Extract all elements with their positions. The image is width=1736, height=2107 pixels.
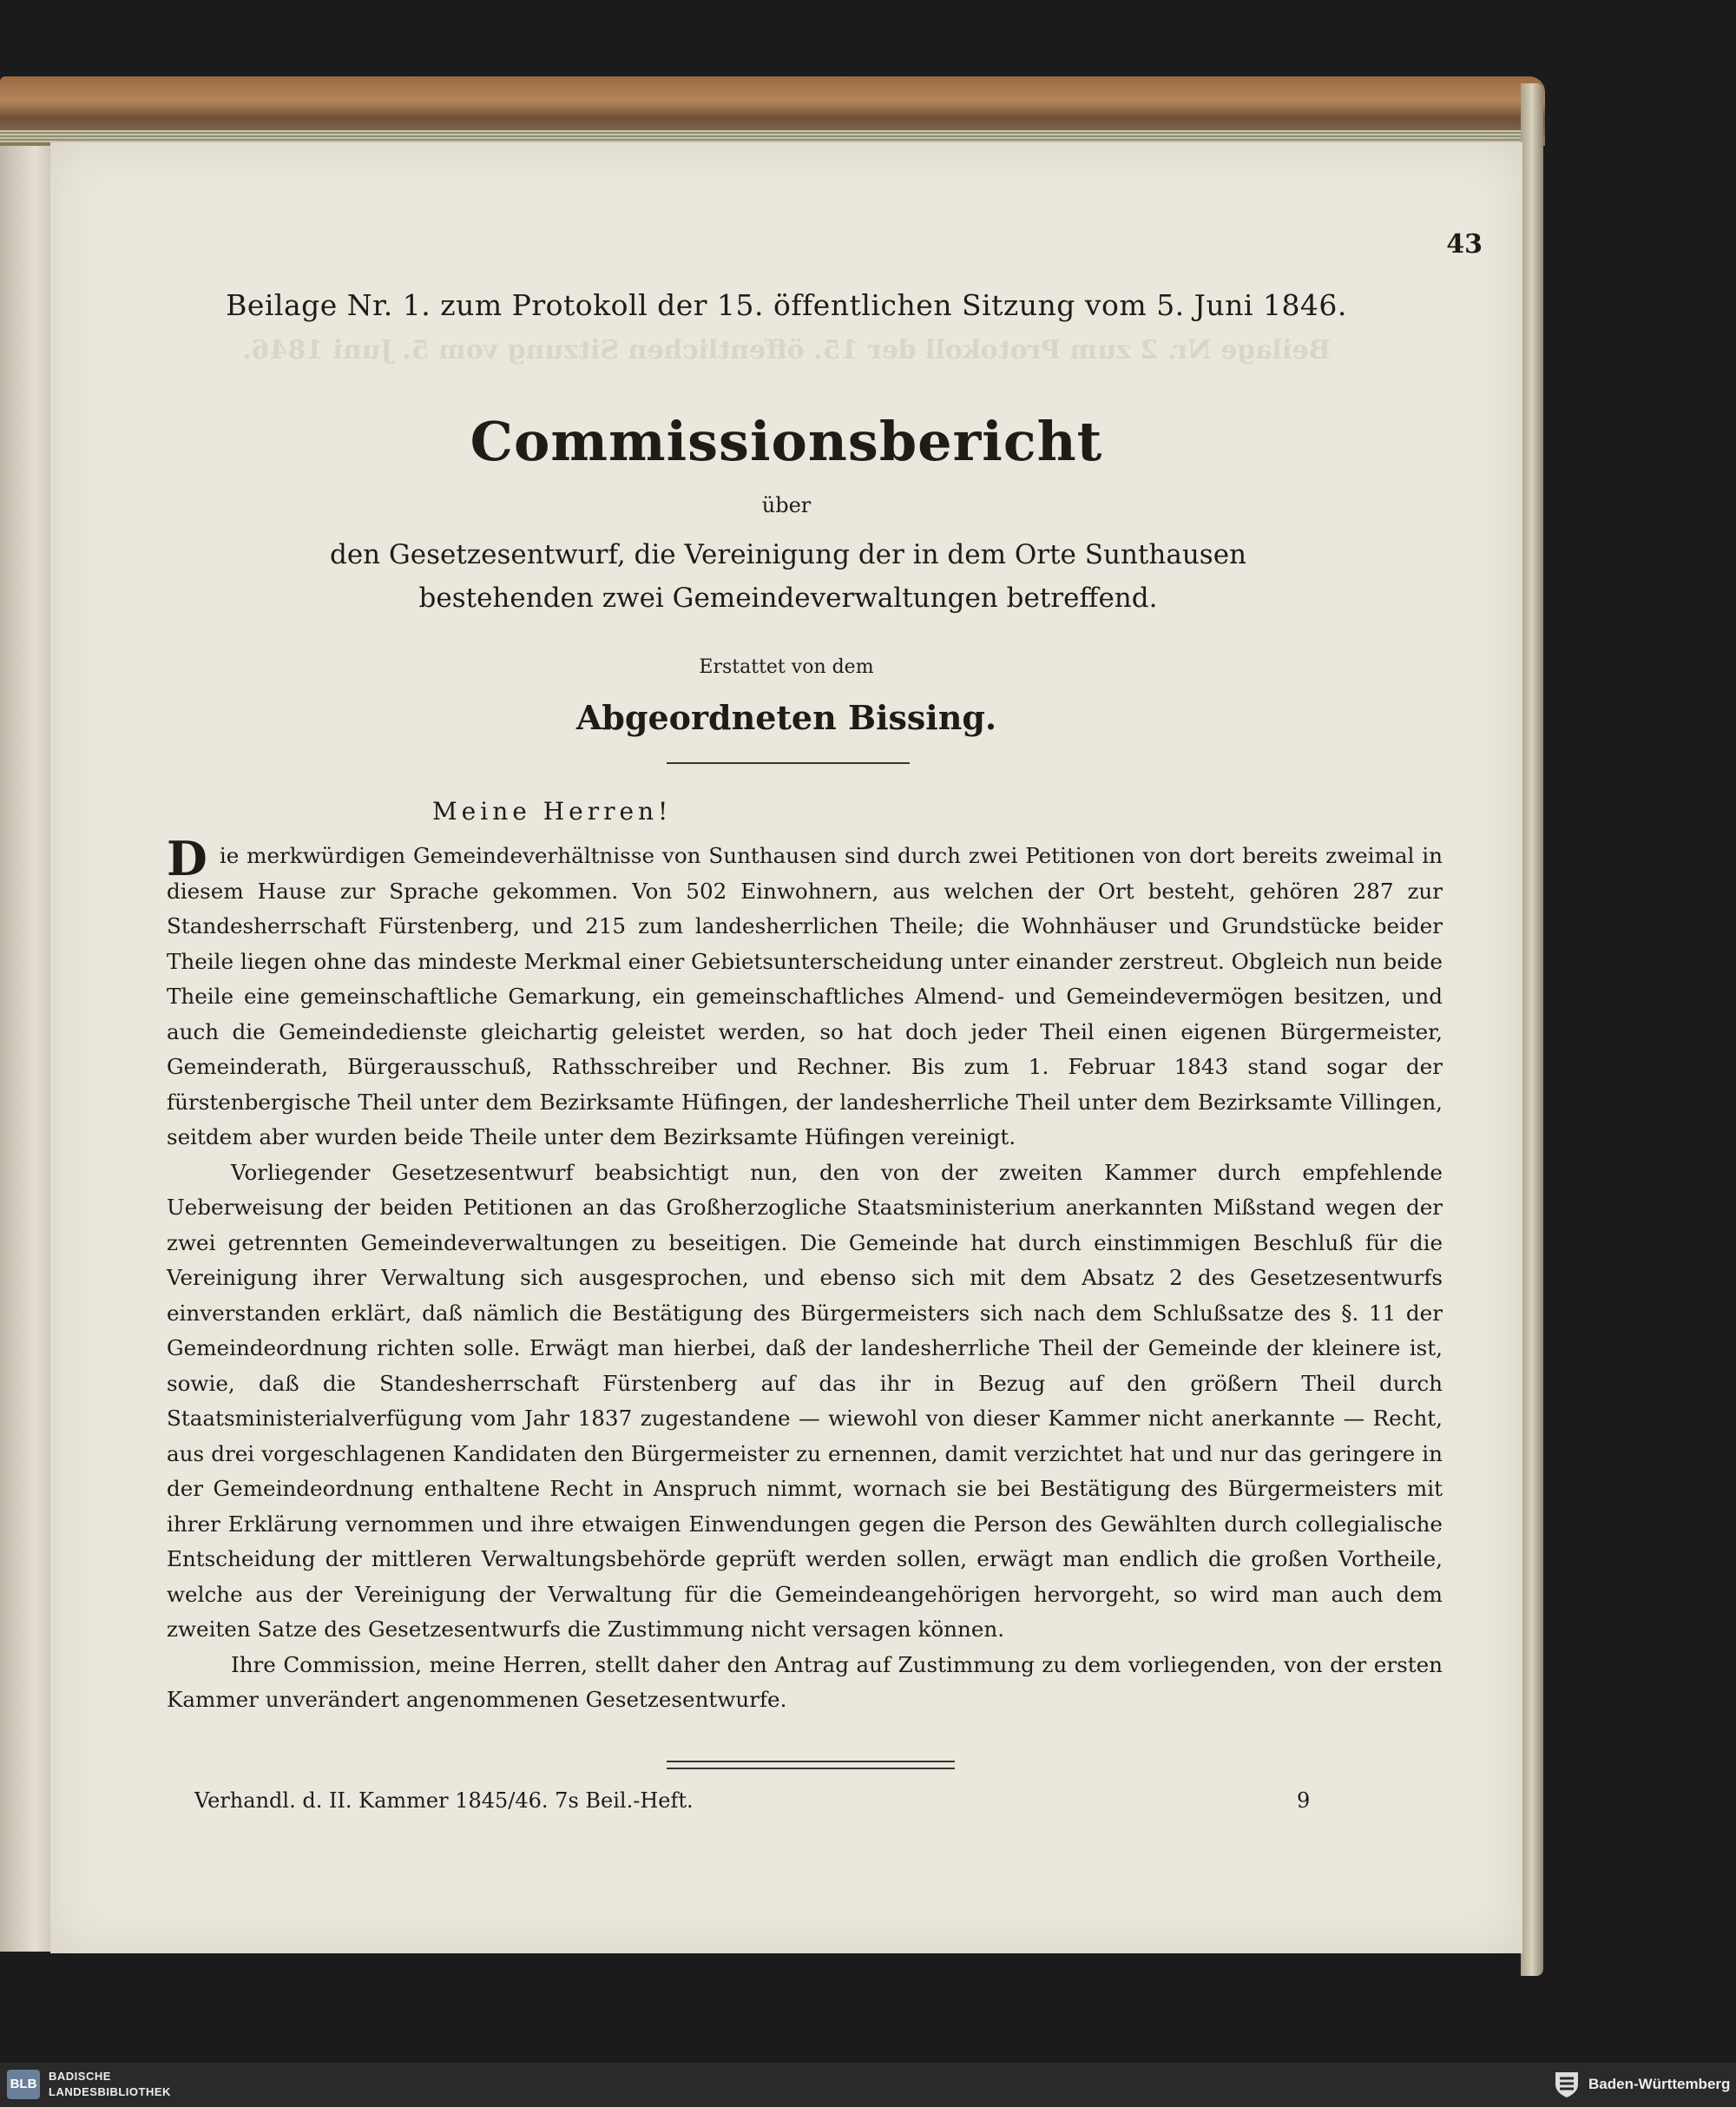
partner-name[interactable]: Baden-Württemberg xyxy=(1588,2076,1731,2092)
page-stack-edge xyxy=(0,130,1541,142)
subject-line: den Gesetzesentwurf, die Vereinigung der in dem Orte Sunthausen bestehenden zwei Gemeindeverwaltungen betreffend. xyxy=(329,539,1247,614)
bleed-through-text: Beilage Nr. 2 zum Protokoll der 15. öffentlichen Sitzung vom 5. Juni 1846. xyxy=(242,335,1331,365)
library-name-line-2: LANDESBIBLIOTHEK xyxy=(49,2085,171,2098)
author-line: Abgeordneten Bissing. xyxy=(575,698,997,737)
coat-of-arms-icon xyxy=(1554,2071,1580,2098)
paragraph-1-text: ie merkwürdigen Gemeindeverhältnisse von Sunthausen sind durch zwei Petitionen von dort bereits zweimal in diesem Hause zur Sprache gekommen. Von 502 Einwohnern, aus welchen der Ort besteht, gehören 287 zur Standesherrschaft Fürstenberg, und 215 zum landesherrlichen Theile; die Wohnhäuser und Grundstücke beider Theile liegen ohne das mindeste Merkmal einer Gebietsunterscheidung unter einander zerstreut. Obgleich nun beide Theile eine gemeinschaftliche Gemarkung, ein gemeinschaftliches Almend- und Gemeindevermögen besitzen, und auch die Gemeindedienste gleichartig geleistet werden, so hat doch jeder Theil einen eigenen Bürgermeister, Gemeinderath, Bürgerausschuß, Rathsschreiber und Rechner. Bis zum 1. Februar 1843 stand sogar der fürstenbergische Theil unter dem Bezirksamte Hüfingen, der landesherrliche Theil unter dem Bezirksamte Villingen, seitdem aber wurden beide Theile unter dem Bezirksamte Hüfingen vereinigt. xyxy=(167,843,1443,1149)
header-line: Beilage Nr. 1. zum Protokoll der 15. öffentlichen Sitzung vom 5. Juni 1846. xyxy=(226,288,1347,322)
paragraph-1 xyxy=(167,831,1443,1156)
document-title: Commissionsbericht xyxy=(470,410,1103,473)
drop-cap: D xyxy=(167,831,207,886)
erstattet-line: Erstattet von dem xyxy=(699,656,874,678)
ueber-line: über xyxy=(761,493,812,517)
footer-reference: Verhandl. d. II. Kammer 1845/46. 7s Beil.-Heft. xyxy=(194,1788,694,1813)
left-page-edge xyxy=(0,146,52,1952)
library-footer-bar xyxy=(0,2063,1736,2107)
right-page-stack xyxy=(1521,83,1543,1976)
library-name[interactable] xyxy=(49,2069,171,2100)
paragraph-3: Ihre Commission, meine Herren, stellt daher den Antrag auf Zustimmung zu dem vorliegenden, von der ersten Kammer unverändert angenommenen Gesetzesentwurfe. xyxy=(167,1651,1443,1712)
separator-rule xyxy=(667,762,910,764)
blb-logo[interactable]: BLB xyxy=(7,2070,40,2099)
paragraph-2: Vorliegender Gesetzesentwurf beabsichtigt nun, den von der zweiten Kammer durch empfehlende Ueberweisung der beiden Petitionen an das Großherzogliche Staatsministerium anerkannten Mißstand wegen der zwei getrennten Gemeindeverwaltungen zu beseitigen. Die Gemeinde hat durch einstimmigen Beschluß für die Vereinigung ihrer Verwaltung sich ausgesprochen, und ebenso sich mit dem Absatz 2 des Gesetzesentwurfs einverstanden erklärt, daß nämlich die Bestätigung des Bürgermeisters sich nach dem Schlußsatze des §. 11 der Gemeindeordnung richten solle. Erwägt man hierbei, daß der landesherrliche Theil der Gemeinde der kleinere ist, sowie, daß die Standesherrschaft Fürstenberg auf das ihr in Bezug auf den größern Theil durch Staatsministerialverfügung vom Jahr 1837 zugestandene — wiewohl von dieser Kammer nicht anerkannte — Recht, aus drei vorgeschlagenen Kandidaten den Bürgermeister zu ernennen, damit verzichtet hat und nur das geringere in der Gemeindeordnung enthaltene Recht in Anspruch nimmt, wornach sie bei Bestätigung des Bürgermeisters mit ihrer Erklärung vernommen und ihre etwaigen Einwendungen gegen die Person des Gewählten durch collegialische Entscheidung der mittleren Verwaltungsbehörde geprüft werden sollen, erwägt man endlich die großen Vortheile, welche aus der Vereinigung der Verwaltung für die Gemeindeangehörigen hervorgeht, so wird man auch dem zweiten Satze des Gesetzesentwurfs die Zustimmung nicht versagen können. xyxy=(167,1159,1443,1642)
salutation: Meine Herren! xyxy=(432,797,673,826)
document-page xyxy=(50,142,1522,1953)
page-number: 43 xyxy=(1446,229,1483,260)
body-text xyxy=(167,831,1443,1718)
footer-signature-number: 9 xyxy=(1297,1788,1311,1813)
double-rule xyxy=(667,1761,955,1769)
library-name-line-1: BADISCHE xyxy=(49,2070,111,2083)
